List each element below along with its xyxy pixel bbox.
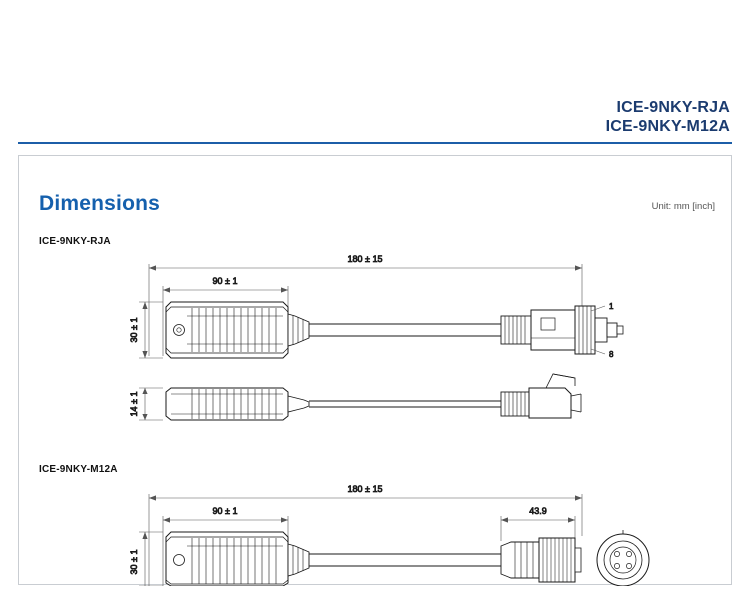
header-model-line-2: ICE-9NKY-M12A bbox=[605, 118, 730, 135]
pin-label-bottom: 8 bbox=[609, 350, 614, 359]
dim-rja-body-thickness: 14 ± 1 bbox=[129, 391, 139, 417]
dim-m12a-body-height: 30 ± 1 bbox=[129, 549, 139, 575]
dim-m12a-overall-length: 180 ± 15 bbox=[347, 484, 383, 494]
drawing-label-rja: ICE-9NKY-RJA bbox=[39, 236, 111, 247]
unit-note: Unit: mm [inch] bbox=[651, 201, 715, 212]
header-model-line-1: ICE-9NKY-RJA bbox=[616, 99, 730, 116]
dimension-drawings bbox=[19, 156, 733, 586]
drawing-label-m12a: ICE-9NKY-M12A bbox=[39, 464, 118, 475]
dim-rja-body-length: 90 ± 1 bbox=[212, 276, 238, 286]
dim-m12a-connector-length: 43.9 bbox=[529, 506, 547, 516]
page-header bbox=[0, 0, 750, 148]
dim-rja-overall-length: 180 ± 15 bbox=[347, 254, 383, 264]
dimensions-panel bbox=[18, 155, 732, 585]
dim-m12a-body-length: 90 ± 1 bbox=[212, 506, 238, 516]
pin-label-top: 1 bbox=[609, 302, 614, 311]
dim-rja-body-height: 30 ± 1 bbox=[129, 317, 139, 343]
section-title: Dimensions bbox=[39, 192, 161, 215]
header-model-titles bbox=[606, 98, 730, 136]
header-divider-rule bbox=[18, 142, 732, 144]
